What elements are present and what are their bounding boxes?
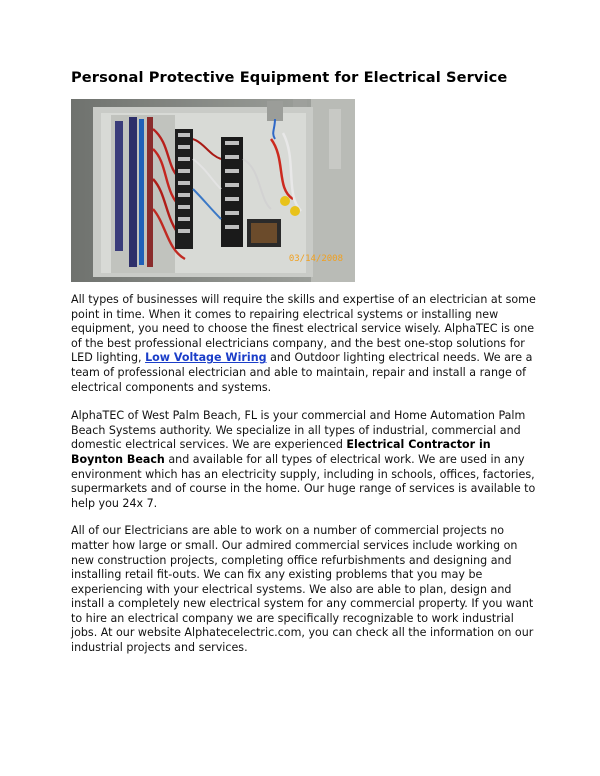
paragraph-1-text-continued: and Outdoor lighting electrical needs. We are a team of professional electrician and able to maintain, repair and install a range of electrical components and systems. xyxy=(71,351,533,394)
paragraph-2-text: AlphaTEC of West Palm Beach, FL is your commercial and Home Automation Palm Beach Systems authority. We specialize in all types of industrial, commercial and domestic electrical services. We are experienced xyxy=(71,409,526,452)
low-voltage-wiring-link[interactable]: Low Voltage Wiring xyxy=(145,351,267,365)
paragraph-1 xyxy=(71,293,536,395)
page-title: Personal Protective Equipment for Electrical Service xyxy=(71,69,508,86)
paragraph-1-text: All types of businesses will require the skills and expertise of an electrician at some point in time. When it comes to repairing electrical systems or installing new equipment, you need to choose the finest electrical service wisely. AlphaTEC is one of the best professional electricians company, and the best one-stop solutions for LED lighting, xyxy=(71,293,536,365)
paragraph-2 xyxy=(71,409,536,511)
photo-date-stamp: 03/14/2008 xyxy=(288,254,343,264)
paragraph-2-text-continued: and available for all types of electrical work. We are used in any environment which has an electricity supply, including in schools, offices, factories, supermarkets and of course in the home. Our huge range of services is available to help you 24x 7. xyxy=(71,452,536,510)
paragraph-3: All of our Electricians are able to work on a number of commercial projects no matter how large or small. Our admired commercial services include working on new construction projects, completing office refurbishments and designing and installing retail fit-outs. We can fix any existing problems that you may be experiencing with your electrical systems. We also are able to plan, design and install a completely new electrical system for any commercial property. If you want to hire an electrical company we are specifically recognizable to work industrial jobs. At our website Alphatecelectric.com, you can check all the information on our industrial projects and services. xyxy=(71,524,534,655)
article-body xyxy=(71,293,536,669)
electrical-panel-photo xyxy=(71,99,355,282)
electrical-contractor-emphasis: Electrical Contractor in Boynton Beach xyxy=(71,438,491,466)
